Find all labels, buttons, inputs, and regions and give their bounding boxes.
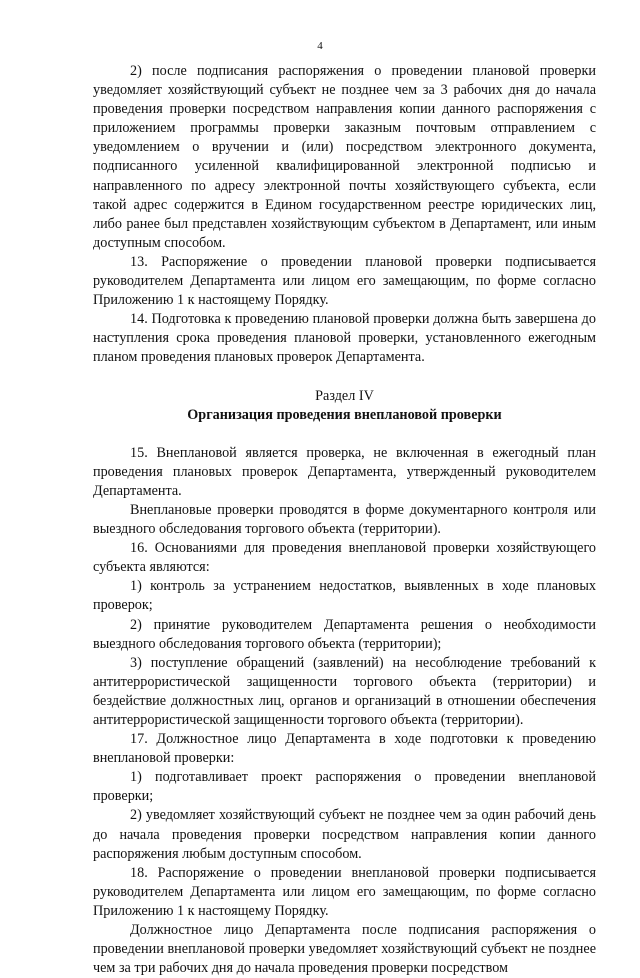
list-item: 3) поступление обращений (заявлений) на несоблюдение требований к антитеррористической защищенности торгового объекта (территории) и бездействие должностных лиц, органов и организаций в отношении обеспечения антитеррористической защищенности торгового объекта (территории). <box>93 654 596 728</box>
paragraph: 18. Распоряжение о проведении внеплановой проверки подписывается руководителем Департамента или лицом его замещающим, по форме согласно Приложению 1 к настоящему Порядку. <box>93 864 596 919</box>
paragraph: 16. Основаниями для проведения внеплановой проверки хозяйствующего субъекта являются: <box>93 540 596 576</box>
section-title: Организация проведения внеплановой проверки <box>187 406 502 423</box>
paragraph: Внеплановые проверки проводятся в форме документарного контроля или выездного обследования торгового объекта (территории). <box>93 501 596 538</box>
list-item: 1) контроль за устранением недостатков, выявленных в ходе плановых проверок; <box>93 578 596 614</box>
paragraph: 13. Распоряжение о проведении плановой проверки подписывается руководителем Департамента или лицом его замещающим, по форме согласно Приложению 1 к настоящему Порядку. <box>93 253 596 309</box>
list-item: 1) подготавливает проект распоряжения о проведении внеплановой проверки; <box>93 769 596 805</box>
paragraph: Должностное лицо Департамента после подписания распоряжения о проведении внеплановой проверки уведомляет хозяйствующий субъект не позднее чем за три рабочих дня до начала проведения проверки посредством <box>93 922 596 977</box>
list-item: 2) принятие руководителем Департамента решения о необходимости выездного обследования торгового объекта (территории); <box>93 616 596 652</box>
paragraph: 2) после подписания распоряжения о проведении плановой проверки уведомляет хозяйствующий субъект не позднее чем за 3 рабочих дня до начала проведения проверки посредством направления копии данного распоряжения с приложением программы проверки заказным почтовым отправлением с уведомлением о вручении и (или) посредством электронного документа, подписанного усиленной квалифицированной электронной подписью и направленного по адресу электронной почты хозяйствующего субъекта, если такой адрес содержится в Едином государственном реестре юридических лиц, либо ранее был представлен хозяйствующим субъектом в Департамент, или иным доступным способом. <box>93 63 596 251</box>
paragraph: 17. Должностное лицо Департамента в ходе подготовки к проведению внеплановой проверки: <box>93 731 596 767</box>
list-item: 2) уведомляет хозяйствующий субъект не позднее чем за один рабочий день до начала проведения проверки посредством направления копии данного распоряжения любым доступным способом. <box>93 807 596 862</box>
section-label: Раздел IV <box>315 387 374 404</box>
paragraph: 15. Внеплановой является проверка, не включенная в ежегодный план проведения плановых проверок Департамента, утвержденный руководителем Департамента. <box>93 444 596 499</box>
paragraph: 14. Подготовка к проведению плановой проверки должна быть завершена до наступления срока проведения плановой проверки, установленного ежегодным планом проведения плановых проверок Департамента. <box>93 311 596 366</box>
document-body <box>93 62 596 978</box>
page-number: 4 <box>317 40 323 52</box>
